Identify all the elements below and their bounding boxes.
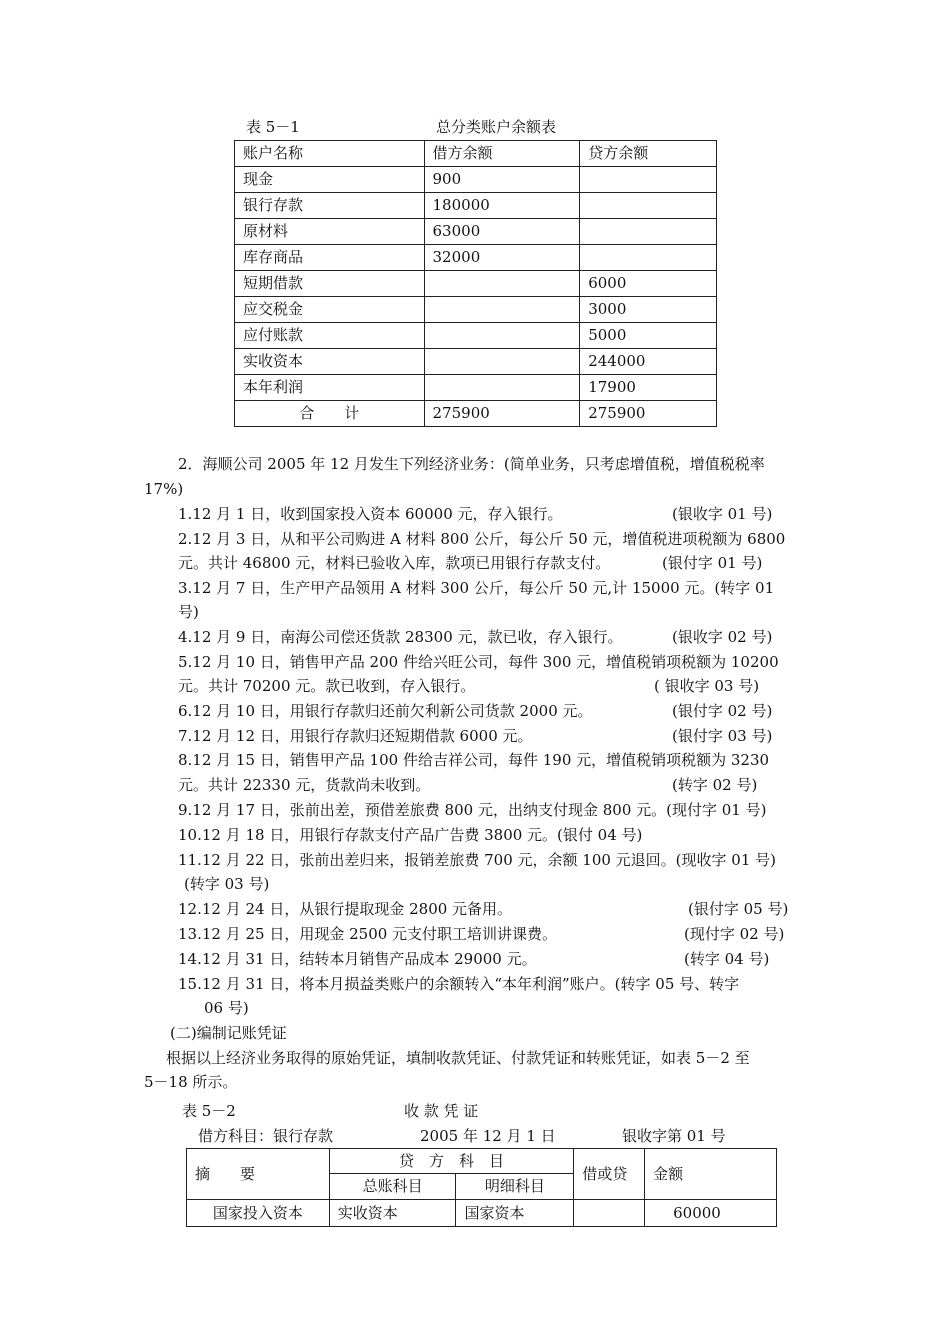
list-item-cont: 06 号) <box>204 999 249 1017</box>
voucher-ref: (银付字 05 号) <box>688 900 789 918</box>
debit-credit-header: 借或贷 <box>574 1149 645 1200</box>
general-ledger-header: 总账科目 <box>329 1174 456 1200</box>
list-item: 15.12 月 31 日，将本月损益类账户的余额转入“本年利润”账户。(转字 05 号、转字 <box>178 975 740 993</box>
amount-header: 金额 <box>645 1149 777 1200</box>
credit-balance: 5000 <box>580 323 717 349</box>
list-item-cont: 元。共计 46800 元，材料已验收入库，款项已用银行存款支付。 <box>178 554 611 572</box>
voucher-ref: ( 银收字 03 号) <box>654 677 760 695</box>
voucher-number: 银收字第 01 号 <box>622 1127 726 1145</box>
voucher-ref: (银付字 02 号) <box>672 702 773 720</box>
header-cell: 借方余额 <box>424 141 580 167</box>
credit-balance: 244000 <box>580 349 717 375</box>
intro-text: 2．海顺公司 2005 年 12 月发生下列经济业务：(简单业务，只考虑增值税，增值税税率 <box>178 455 765 473</box>
voucher-ref: (转字 04 号) <box>684 950 770 968</box>
header-cell: 贷方余额 <box>580 141 717 167</box>
entry-summary: 国家投入资本 <box>187 1200 330 1227</box>
voucher-ref: (银收字 01 号) <box>672 505 773 523</box>
table-row <box>235 193 717 219</box>
section-heading: (二)编制记账凭证 <box>170 1024 287 1042</box>
total-label: 合 计 <box>235 401 425 427</box>
table-row <box>235 167 717 193</box>
table-row <box>187 1200 777 1227</box>
table-header-row <box>235 141 717 167</box>
credit-balance <box>580 219 717 245</box>
list-item-cont: (转字 03 号) <box>184 875 270 893</box>
list-item: 7.12 月 12 日，用银行存款归还短期借款 6000 元。 <box>178 727 533 745</box>
list-item-cont: 元。共计 22330 元，货款尚未收到。 <box>178 776 431 794</box>
credit-balance: 17900 <box>580 375 717 401</box>
voucher-ref: (银收字 02 号) <box>672 628 773 646</box>
voucher-ref: (现付字 02 号) <box>684 925 785 943</box>
credit-balance: 3000 <box>580 297 717 323</box>
summary-header: 摘 要 <box>187 1149 330 1200</box>
table1-title: 总分类账户余额表 <box>436 118 557 136</box>
debit-balance <box>424 297 580 323</box>
debit-balance <box>424 271 580 297</box>
credit-balance <box>580 193 717 219</box>
balance-table <box>234 140 717 427</box>
table-row <box>235 375 717 401</box>
debit-balance <box>424 349 580 375</box>
voucher-ref: (银付字 01 号) <box>662 554 763 572</box>
intro-text-cont: 17%) <box>144 480 184 498</box>
account-name: 应付账款 <box>235 323 425 349</box>
list-item: 1.12 月 1 日，收到国家投入资本 60000 元，存入银行。 <box>178 505 563 523</box>
debit-balance: 180000 <box>424 193 580 219</box>
table-row <box>235 271 717 297</box>
list-item: 3.12 月 7 日，生产甲产品领用 A 材料 300 公斤，每公斤 50 元,计 15000 元。(转字 01 <box>178 579 775 597</box>
debit-balance <box>424 323 580 349</box>
debit-total: 275900 <box>424 401 580 427</box>
account-name: 库存商品 <box>235 245 425 271</box>
account-name: 实收资本 <box>235 349 425 375</box>
list-item: 12.12 月 24 日，从银行提取现金 2800 元备用。 <box>178 900 513 918</box>
table2-label: 表 5－2 <box>182 1102 236 1120</box>
account-name: 现金 <box>235 167 425 193</box>
credit-balance <box>580 167 717 193</box>
entry-detail-account: 国家资本 <box>456 1200 574 1227</box>
table-header-row <box>187 1149 777 1174</box>
list-item: 5.12 月 10 日，销售甲产品 200 件给兴旺公司，每件 300 元，增值税销项税额为 10200 <box>178 653 779 671</box>
table2-title: 收 款 凭 证 <box>404 1102 479 1120</box>
list-item-cont: 号) <box>178 603 199 621</box>
list-item: 8.12 月 15 日，销售甲产品 100 件给吉祥公司，每件 190 元，增值税销项税额为 3230 <box>178 751 770 769</box>
entry-debit-credit <box>574 1200 645 1227</box>
list-item: 10.12 月 18 日，用银行存款支付产品广告费 3800 元。(银付 04 号) <box>178 826 643 844</box>
paragraph-cont: 5－18 所示。 <box>144 1073 238 1091</box>
voucher-ref: (银付字 03 号) <box>672 727 773 745</box>
entry-general-account: 实收资本 <box>329 1200 456 1227</box>
account-name: 银行存款 <box>235 193 425 219</box>
paragraph: 根据以上经济业务取得的原始凭证，填制收款凭证、付款凭证和转账凭证，如表 5－2 至 <box>166 1049 750 1067</box>
list-item: 11.12 月 22 日，张前出差归来，报销差旅费 700 元，余额 100 元退回。(现收字 01 号) <box>178 851 776 869</box>
table-row <box>235 245 717 271</box>
list-item: 13.12 月 25 日，用现金 2500 元支付职工培训讲课费。 <box>178 925 558 943</box>
table-row <box>235 349 717 375</box>
debit-balance: 32000 <box>424 245 580 271</box>
account-name: 原材料 <box>235 219 425 245</box>
credit-balance: 6000 <box>580 271 717 297</box>
voucher-date: 2005 年 12 月 1 日 <box>420 1127 556 1145</box>
debit-account: 借方科目：银行存款 <box>198 1127 334 1145</box>
list-item: 6.12 月 10 日，用银行存款归还前欠利新公司货款 2000 元。 <box>178 702 593 720</box>
receipt-voucher-table <box>186 1148 777 1227</box>
account-name: 本年利润 <box>235 375 425 401</box>
debit-balance <box>424 375 580 401</box>
table-row <box>235 297 717 323</box>
list-item: 4.12 月 9 日，南海公司偿还货款 28300 元，款已收，存入银行。 <box>178 628 623 646</box>
list-item-cont: 元。共计 70200 元。款已收到，存入银行。 <box>178 677 476 695</box>
debit-balance: 900 <box>424 167 580 193</box>
debit-balance: 63000 <box>424 219 580 245</box>
list-item: 2.12 月 3 日，从和平公司购进 A 材料 800 公斤，每公斤 50 元，增值税进项税额为 6800 <box>178 530 786 548</box>
voucher-ref: (转字 02 号) <box>672 776 758 794</box>
table-row <box>235 323 717 349</box>
credit-account-header: 贷 方 科 目 <box>329 1149 573 1174</box>
credit-total: 275900 <box>580 401 717 427</box>
detail-account-header: 明细科目 <box>456 1174 574 1200</box>
entry-amount: 60000 <box>645 1200 777 1227</box>
table1-label: 表 5－1 <box>246 118 300 136</box>
list-item: 9.12 月 17 日，张前出差，预借差旅费 800 元，出纳支付现金 800 元。(现付字 01 号) <box>178 801 767 819</box>
list-item: 14.12 月 31 日，结转本月销售产品成本 29000 元。 <box>178 950 537 968</box>
table-row <box>235 219 717 245</box>
credit-balance <box>580 245 717 271</box>
total-row <box>235 401 717 427</box>
account-name: 应交税金 <box>235 297 425 323</box>
header-cell: 账户名称 <box>235 141 425 167</box>
account-name: 短期借款 <box>235 271 425 297</box>
